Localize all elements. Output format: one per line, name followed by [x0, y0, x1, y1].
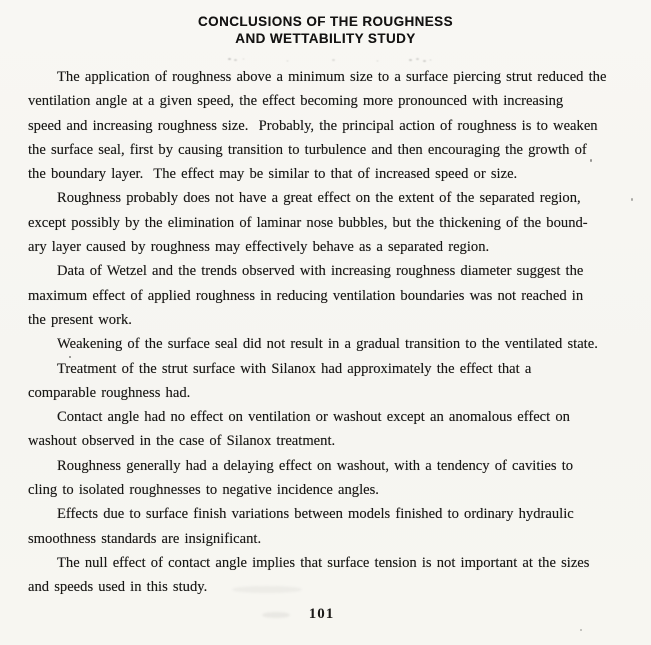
text-line: washout observed in the case of Silanox treatment. [28, 433, 336, 450]
text-line: Contact angle had no effect on ventilation or washout except an anomalous effect on [57, 409, 570, 426]
text-line: Effects due to surface finish variations between models finished to ordinary hydraulic [57, 506, 574, 523]
text-line: and speeds used in this study. [28, 579, 208, 596]
text-line: The application of roughness above a minimum size to a surface piercing strut reduced the [57, 69, 607, 85]
text-line: ventilation angle at a given speed, the effect becoming more pronounced with increasing [28, 93, 564, 110]
scan-artifact-smudge [228, 58, 231, 60]
text-line: Data of Wetzel and the trends observed with increasing roughness diameter suggest the [57, 263, 584, 280]
scan-artifact-speck [580, 629, 582, 631]
text-line: the present work. [28, 311, 132, 328]
text-line: Roughness probably does not have a great effect on the extent of the separated region, [57, 190, 581, 207]
page-title-line-1: CONCLUSIONS OF THE ROUGHNESS [198, 14, 453, 29]
page-title-line-2: AND WETTABILITY STUDY [235, 31, 416, 46]
page-title [0, 13, 651, 47]
text-line: the boundary layer. The effect may be similar to that of increased speed or size. [28, 166, 518, 183]
text-line: Treatment of the strut surface with Silanox had approximately the effect that a [57, 360, 532, 377]
text-line: maximum effect of applied roughness in reducing ventilation boundaries was not reached in [28, 287, 584, 304]
text-line: The null effect of contact angle implies that surface tension is not important at the sizes [57, 554, 590, 571]
text-line: speed and increasing roughness size. Probably, the principal action of roughness is to weaken [28, 117, 598, 134]
text-line: Roughness generally had a delaying effect on washout, with a tendency of cavities to [57, 457, 574, 474]
text-line: comparable roughness had. [28, 384, 191, 401]
text-line: Weakening of the surface seal did not result in a gradual transition to the ventilated state. [57, 336, 598, 353]
text-line: except possibly by the elimination of laminar nose bubbles, but the thickening of the bound- [28, 214, 588, 231]
text-line: smoothness standards are insignificant. [28, 530, 262, 547]
body-paragraphs [28, 65, 634, 600]
text-line: ary layer caused by roughness may effectively behave as a separated region. [28, 239, 490, 256]
text-line: cling to isolated roughnesses to negative incidence angles. [28, 482, 379, 499]
page-number: 101 [308, 606, 335, 622]
text-line: the surface seal, first by causing transition to turbulence and then encouraging the growth of [28, 141, 587, 158]
